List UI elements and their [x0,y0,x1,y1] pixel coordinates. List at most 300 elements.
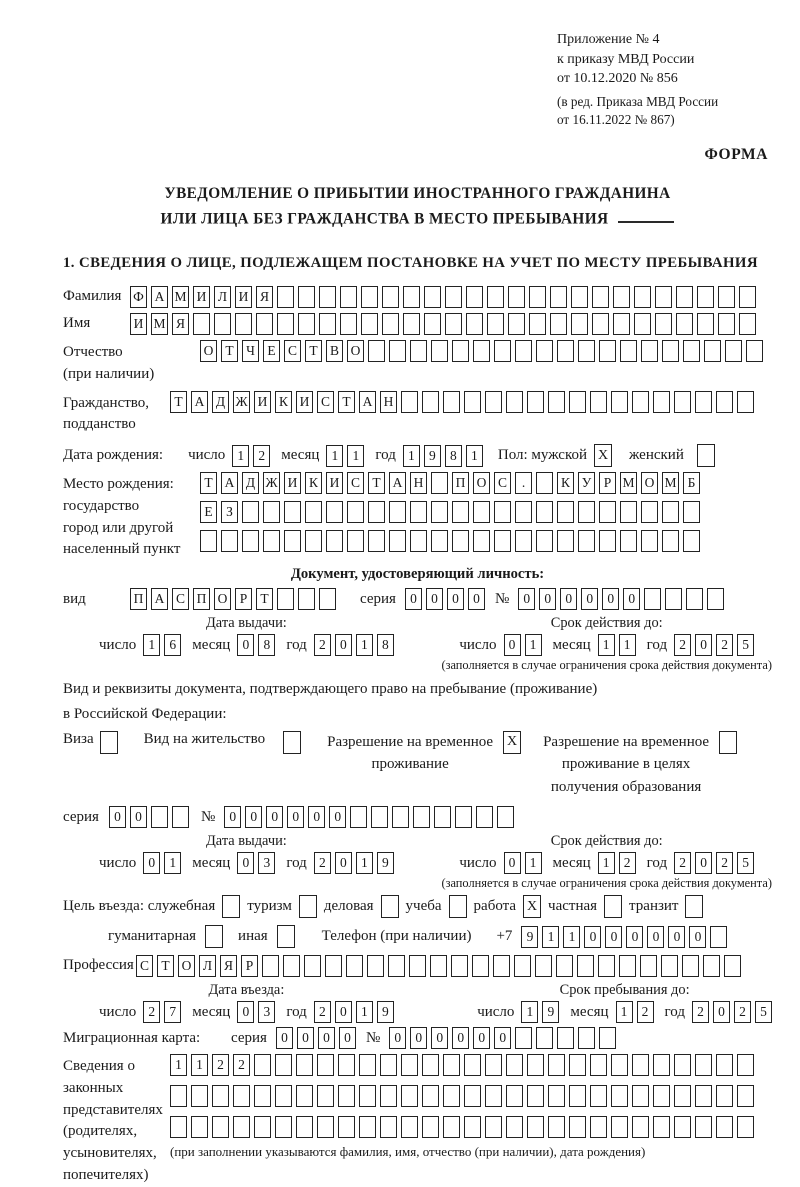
char-cell[interactable] [527,391,544,413]
char-cell[interactable] [254,1085,271,1107]
char-cell[interactable] [275,1054,292,1076]
char-cell[interactable] [242,501,259,523]
char-cell[interactable] [599,501,616,523]
char-cell[interactable] [527,1116,544,1138]
char-cell[interactable]: О [347,340,364,362]
char-cell[interactable] [443,391,460,413]
char-cell[interactable] [452,340,469,362]
char-cell[interactable] [283,955,300,977]
char-cell[interactable] [655,286,672,308]
char-cell[interactable] [371,806,388,828]
char-cell[interactable]: 0 [224,806,241,828]
char-cell[interactable]: 0 [494,1027,511,1049]
char-cell[interactable]: 0 [452,1027,469,1049]
char-cell[interactable]: 2 [716,852,733,874]
char-cell[interactable]: 0 [237,1001,254,1023]
char-cell[interactable]: 2 [692,1001,709,1023]
char-cell[interactable]: 0 [518,588,535,610]
char-cell[interactable] [599,1027,616,1049]
char-cell[interactable]: 9 [521,926,538,948]
char-cell[interactable] [676,286,693,308]
char-cell[interactable] [613,286,630,308]
char-cell[interactable] [515,340,532,362]
char-cell[interactable] [422,1116,439,1138]
char-cell[interactable]: 0 [695,634,712,656]
visa-checkbox[interactable] [100,731,118,754]
char-cell[interactable] [578,530,595,552]
char-cell[interactable]: 0 [410,1027,427,1049]
char-cell[interactable] [170,1116,187,1138]
char-cell[interactable]: Я [256,286,273,308]
char-cell[interactable] [338,1054,355,1076]
char-cell[interactable] [350,806,367,828]
char-cell[interactable]: 1 [466,445,483,467]
char-cell[interactable]: А [221,472,238,494]
char-cell[interactable] [695,391,712,413]
purpose-business-checkbox[interactable] [381,895,399,918]
char-cell[interactable]: Л [214,286,231,308]
char-cell[interactable] [403,313,420,335]
char-cell[interactable]: А [151,588,168,610]
char-cell[interactable]: 0 [335,852,352,874]
char-cell[interactable]: 1 [521,1001,538,1023]
char-cell[interactable]: 1 [616,1001,633,1023]
char-cell[interactable]: О [214,588,231,610]
char-cell[interactable]: 9 [377,1001,394,1023]
char-cell[interactable] [473,530,490,552]
char-cell[interactable] [361,286,378,308]
purpose-work-checkbox[interactable]: X [523,895,541,918]
char-cell[interactable] [686,588,703,610]
char-cell[interactable]: Ж [263,472,280,494]
char-cell[interactable] [410,501,427,523]
char-cell[interactable] [611,391,628,413]
char-cell[interactable] [410,530,427,552]
char-cell[interactable]: 5 [755,1001,772,1023]
char-cell[interactable]: 1 [164,852,181,874]
char-cell[interactable] [326,501,343,523]
char-cell[interactable] [443,1054,460,1076]
char-cell[interactable] [703,955,720,977]
char-cell[interactable]: 1 [598,634,615,656]
char-cell[interactable] [410,340,427,362]
char-cell[interactable] [634,286,651,308]
char-cell[interactable] [494,530,511,552]
char-cell[interactable]: М [620,472,637,494]
char-cell[interactable]: М [172,286,189,308]
char-cell[interactable] [424,286,441,308]
char-cell[interactable] [431,472,448,494]
char-cell[interactable] [506,1085,523,1107]
purpose-private-checkbox[interactable] [604,895,622,918]
char-cell[interactable] [305,501,322,523]
char-cell[interactable] [632,1054,649,1076]
char-cell[interactable]: 1 [356,852,373,874]
char-cell[interactable] [361,313,378,335]
char-cell[interactable] [347,530,364,552]
char-cell[interactable] [389,530,406,552]
char-cell[interactable] [527,1054,544,1076]
char-cell[interactable] [506,1054,523,1076]
char-cell[interactable]: 0 [668,926,685,948]
char-cell[interactable]: 1 [347,445,364,467]
char-cell[interactable] [695,1085,712,1107]
char-cell[interactable] [275,1085,292,1107]
char-cell[interactable]: 0 [109,806,126,828]
char-cell[interactable]: А [151,286,168,308]
char-cell[interactable] [515,1027,532,1049]
male-checkbox[interactable]: X [594,444,612,467]
char-cell[interactable]: 2 [314,1001,331,1023]
char-cell[interactable] [497,806,514,828]
char-cell[interactable] [737,1054,754,1076]
char-cell[interactable]: 7 [164,1001,181,1023]
char-cell[interactable] [382,286,399,308]
char-cell[interactable]: 0 [389,1027,406,1049]
char-cell[interactable]: . [515,472,532,494]
char-cell[interactable]: О [641,472,658,494]
char-cell[interactable] [445,286,462,308]
char-cell[interactable] [619,955,636,977]
char-cell[interactable]: И [193,286,210,308]
char-cell[interactable]: 8 [377,634,394,656]
char-cell[interactable] [662,530,679,552]
char-cell[interactable] [422,391,439,413]
char-cell[interactable]: В [326,340,343,362]
char-cell[interactable] [653,1116,670,1138]
char-cell[interactable] [170,1085,187,1107]
char-cell[interactable] [317,1085,334,1107]
char-cell[interactable] [359,1054,376,1076]
char-cell[interactable] [716,1054,733,1076]
char-cell[interactable] [529,313,546,335]
char-cell[interactable] [464,1116,481,1138]
char-cell[interactable] [640,955,657,977]
char-cell[interactable]: 2 [674,852,691,874]
char-cell[interactable] [739,286,756,308]
char-cell[interactable] [254,1116,271,1138]
char-cell[interactable]: 0 [426,588,443,610]
char-cell[interactable]: С [317,391,334,413]
char-cell[interactable] [472,955,489,977]
char-cell[interactable] [319,313,336,335]
char-cell[interactable] [620,530,637,552]
char-cell[interactable]: Я [220,955,237,977]
char-cell[interactable]: 0 [329,806,346,828]
char-cell[interactable] [326,530,343,552]
char-cell[interactable] [338,1085,355,1107]
char-cell[interactable] [413,806,430,828]
char-cell[interactable]: 0 [623,588,640,610]
char-cell[interactable] [515,501,532,523]
char-cell[interactable] [695,1116,712,1138]
char-cell[interactable] [653,1085,670,1107]
char-cell[interactable]: 0 [447,588,464,610]
char-cell[interactable] [388,955,405,977]
char-cell[interactable] [367,955,384,977]
char-cell[interactable]: 5 [737,852,754,874]
char-cell[interactable] [392,806,409,828]
char-cell[interactable]: 0 [504,852,521,874]
purpose-study-checkbox[interactable] [449,895,467,918]
char-cell[interactable]: 0 [237,852,254,874]
char-cell[interactable] [557,340,574,362]
char-cell[interactable] [569,1054,586,1076]
char-cell[interactable]: 0 [584,926,601,948]
char-cell[interactable] [487,313,504,335]
char-cell[interactable] [368,530,385,552]
char-cell[interactable] [613,313,630,335]
char-cell[interactable]: Я [172,313,189,335]
char-cell[interactable] [683,340,700,362]
char-cell[interactable]: И [235,286,252,308]
char-cell[interactable] [571,286,588,308]
char-cell[interactable] [710,926,727,948]
char-cell[interactable]: З [221,501,238,523]
char-cell[interactable] [550,313,567,335]
char-cell[interactable] [682,955,699,977]
char-cell[interactable] [611,1054,628,1076]
char-cell[interactable] [548,1085,565,1107]
char-cell[interactable]: 0 [276,1027,293,1049]
char-cell[interactable]: Т [221,340,238,362]
char-cell[interactable] [590,1054,607,1076]
char-cell[interactable] [592,286,609,308]
char-cell[interactable] [212,1085,229,1107]
char-cell[interactable]: 1 [170,1054,187,1076]
char-cell[interactable] [737,1085,754,1107]
char-cell[interactable]: 0 [504,634,521,656]
char-cell[interactable]: К [557,472,574,494]
char-cell[interactable]: С [494,472,511,494]
char-cell[interactable] [401,1116,418,1138]
char-cell[interactable] [466,313,483,335]
char-cell[interactable] [422,1085,439,1107]
char-cell[interactable] [716,1116,733,1138]
char-cell[interactable] [296,1085,313,1107]
char-cell[interactable]: 3 [258,852,275,874]
char-cell[interactable] [674,391,691,413]
char-cell[interactable] [191,1085,208,1107]
char-cell[interactable] [305,530,322,552]
char-cell[interactable] [683,530,700,552]
char-cell[interactable]: 0 [539,588,556,610]
char-cell[interactable] [536,340,553,362]
char-cell[interactable] [653,1054,670,1076]
char-cell[interactable] [298,313,315,335]
char-cell[interactable]: 0 [308,806,325,828]
residence-permit-checkbox[interactable] [283,731,301,754]
char-cell[interactable]: 6 [164,634,181,656]
char-cell[interactable]: 0 [602,588,619,610]
char-cell[interactable] [737,1116,754,1138]
char-cell[interactable] [590,1085,607,1107]
char-cell[interactable] [380,1085,397,1107]
char-cell[interactable]: 2 [253,445,270,467]
char-cell[interactable]: 0 [335,1001,352,1023]
char-cell[interactable] [665,588,682,610]
char-cell[interactable] [275,1116,292,1138]
char-cell[interactable] [683,501,700,523]
char-cell[interactable] [277,588,294,610]
char-cell[interactable]: 2 [674,634,691,656]
char-cell[interactable]: 0 [405,588,422,610]
char-cell[interactable] [634,313,651,335]
char-cell[interactable]: 1 [191,1054,208,1076]
char-cell[interactable]: Р [599,472,616,494]
char-cell[interactable] [487,286,504,308]
purpose-tourism-checkbox[interactable] [299,895,317,918]
char-cell[interactable] [674,1116,691,1138]
char-cell[interactable]: М [151,313,168,335]
char-cell[interactable]: О [178,955,195,977]
char-cell[interactable] [704,340,721,362]
char-cell[interactable] [452,501,469,523]
char-cell[interactable] [590,1116,607,1138]
female-checkbox[interactable] [697,444,715,467]
char-cell[interactable] [527,1085,544,1107]
char-cell[interactable] [233,1085,250,1107]
char-cell[interactable] [212,1116,229,1138]
char-cell[interactable] [641,340,658,362]
char-cell[interactable] [578,501,595,523]
char-cell[interactable] [452,530,469,552]
char-cell[interactable] [620,501,637,523]
char-cell[interactable] [193,313,210,335]
char-cell[interactable] [455,806,472,828]
char-cell[interactable] [577,955,594,977]
char-cell[interactable]: Е [263,340,280,362]
char-cell[interactable] [191,1116,208,1138]
char-cell[interactable]: 8 [445,445,462,467]
char-cell[interactable] [464,391,481,413]
char-cell[interactable] [662,340,679,362]
char-cell[interactable]: 2 [314,634,331,656]
char-cell[interactable] [746,340,763,362]
char-cell[interactable] [550,286,567,308]
char-cell[interactable] [707,588,724,610]
char-cell[interactable]: И [326,472,343,494]
char-cell[interactable] [724,955,741,977]
char-cell[interactable] [368,340,385,362]
char-cell[interactable]: 2 [619,852,636,874]
char-cell[interactable] [172,806,189,828]
char-cell[interactable]: 1 [525,852,542,874]
char-cell[interactable] [317,1116,334,1138]
char-cell[interactable] [466,286,483,308]
char-cell[interactable] [346,955,363,977]
char-cell[interactable] [557,530,574,552]
char-cell[interactable] [493,955,510,977]
char-cell[interactable]: Т [305,340,322,362]
char-cell[interactable] [200,530,217,552]
char-cell[interactable] [578,1027,595,1049]
char-cell[interactable] [221,530,238,552]
char-cell[interactable] [590,391,607,413]
char-cell[interactable] [514,955,531,977]
char-cell[interactable] [263,501,280,523]
temp-residence-education-checkbox[interactable] [719,731,737,754]
char-cell[interactable]: Н [410,472,427,494]
char-cell[interactable] [674,1085,691,1107]
char-cell[interactable]: 1 [326,445,343,467]
char-cell[interactable]: 2 [212,1054,229,1076]
char-cell[interactable]: Р [235,588,252,610]
char-cell[interactable] [359,1116,376,1138]
char-cell[interactable]: 0 [473,1027,490,1049]
char-cell[interactable]: П [452,472,469,494]
char-cell[interactable] [644,588,661,610]
char-cell[interactable]: С [172,588,189,610]
char-cell[interactable]: 0 [605,926,622,948]
char-cell[interactable]: М [662,472,679,494]
char-cell[interactable]: Т [338,391,355,413]
purpose-other-checkbox[interactable] [277,925,295,948]
char-cell[interactable] [485,391,502,413]
char-cell[interactable]: 0 [318,1027,335,1049]
purpose-transit-checkbox[interactable] [685,895,703,918]
char-cell[interactable] [304,955,321,977]
char-cell[interactable]: О [473,472,490,494]
char-cell[interactable] [298,588,315,610]
char-cell[interactable] [536,501,553,523]
char-cell[interactable] [338,1116,355,1138]
char-cell[interactable] [529,286,546,308]
char-cell[interactable]: 0 [560,588,577,610]
char-cell[interactable]: К [305,472,322,494]
char-cell[interactable] [277,286,294,308]
char-cell[interactable] [403,286,420,308]
char-cell[interactable] [718,286,735,308]
char-cell[interactable]: 0 [339,1027,356,1049]
char-cell[interactable] [409,955,426,977]
char-cell[interactable] [592,313,609,335]
char-cell[interactable]: 1 [542,926,559,948]
char-cell[interactable]: 0 [143,852,160,874]
char-cell[interactable] [473,340,490,362]
char-cell[interactable] [340,313,357,335]
char-cell[interactable]: 0 [695,852,712,874]
char-cell[interactable] [431,501,448,523]
char-cell[interactable] [655,313,672,335]
char-cell[interactable] [548,391,565,413]
char-cell[interactable] [716,1085,733,1107]
char-cell[interactable] [661,955,678,977]
char-cell[interactable]: 0 [581,588,598,610]
char-cell[interactable] [284,530,301,552]
char-cell[interactable] [434,806,451,828]
char-cell[interactable]: О [200,340,217,362]
char-cell[interactable] [599,340,616,362]
char-cell[interactable] [233,1116,250,1138]
char-cell[interactable] [473,501,490,523]
char-cell[interactable] [653,391,670,413]
char-cell[interactable] [737,391,754,413]
char-cell[interactable] [506,391,523,413]
char-cell[interactable]: У [578,472,595,494]
char-cell[interactable]: 2 [143,1001,160,1023]
char-cell[interactable] [445,313,462,335]
char-cell[interactable] [536,472,553,494]
char-cell[interactable] [401,1054,418,1076]
char-cell[interactable]: 2 [233,1054,250,1076]
char-cell[interactable]: С [347,472,364,494]
purpose-official-checkbox[interactable] [222,895,240,918]
char-cell[interactable] [401,1085,418,1107]
char-cell[interactable]: Т [256,588,273,610]
char-cell[interactable]: 0 [245,806,262,828]
char-cell[interactable] [389,340,406,362]
